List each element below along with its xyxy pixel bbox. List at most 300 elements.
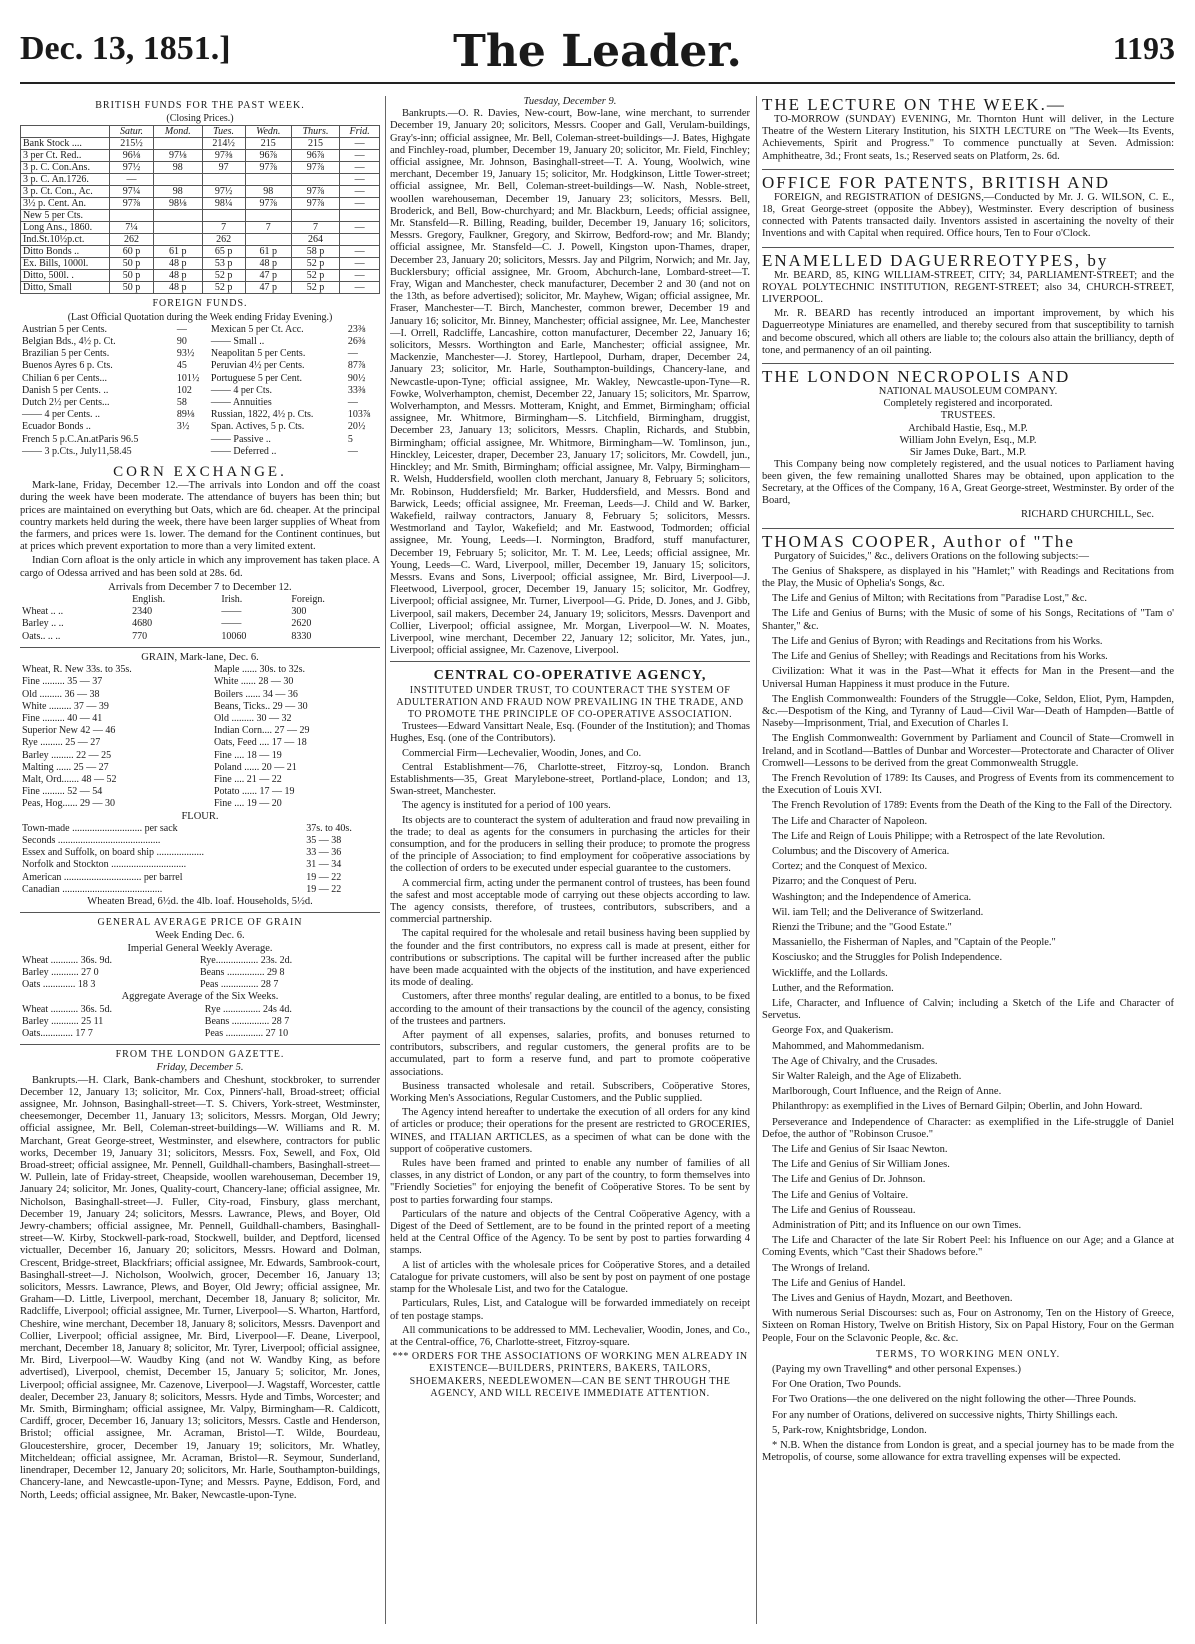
terms-line: * N.B. When the distance from London is great, and a special journey has to be made from the Metropolis, of course, some allowance for extra travelling expenses will be expected. bbox=[762, 1440, 1174, 1464]
arrivals-cell: 10060 bbox=[221, 630, 247, 642]
table-row bbox=[21, 222, 380, 234]
oration-item: George Fox, and Quakerism. bbox=[772, 1025, 894, 1037]
cooper-intro: Purgatory of Suicides," &c., delivers Orations on the following subjects:— bbox=[774, 550, 1089, 562]
flour-price-cell: 19 — 22 bbox=[306, 871, 342, 883]
cooper-terms-list bbox=[762, 1364, 1174, 1464]
fund-name: 3 per Ct. Red.. bbox=[21, 150, 110, 162]
oration-item: Washington; and the Independence of America. bbox=[772, 891, 972, 903]
average-week: Week Ending Dec. 6. bbox=[155, 930, 245, 942]
agency-subtitle: INSTITUTED UNDER TRUST, TO COUNTERACT THE SYSTEM OF ADULTERATION AND FRAUD NOW PREVAILING IN THE TRADE, AND TO PROMOTE THE PRINCIPLE OF CO-OPERATIVE ASSOCIATION. bbox=[396, 684, 744, 720]
terms-line: 5, Park-row, Knightsbridge, London. bbox=[772, 1424, 927, 1436]
patents-headline: OFFICE FOR PATENTS, BRITISH AND bbox=[762, 172, 1111, 192]
oration-item: Kosciusko; and the Struggles for Polish Independence. bbox=[772, 952, 1003, 964]
agency-title: CENTRAL CO-OPERATIVE AGENCY, bbox=[433, 668, 707, 684]
foreign-fund-cell: —— Small .. bbox=[210, 336, 265, 348]
foreign-fund-cell: 102 bbox=[176, 384, 192, 396]
section-rule bbox=[20, 647, 380, 648]
terms-line: For Two Orations—the one delivered on the night following the other—Three Pounds. bbox=[772, 1394, 1137, 1406]
aggregate-average-cell: Peas ............... 27 10 bbox=[204, 1027, 289, 1039]
fund-name: Ditto, Small bbox=[21, 282, 110, 294]
cooper-orations-list bbox=[762, 566, 1174, 1345]
foreign-fund-cell: —— 3 p.Cts., July11,58.45 bbox=[22, 445, 132, 457]
fund-value: 98 bbox=[154, 162, 202, 174]
table-row bbox=[20, 689, 380, 701]
foreign-fund-cell: 58 bbox=[176, 397, 187, 409]
necropolis-ad bbox=[762, 368, 1174, 522]
table-row bbox=[20, 847, 380, 859]
fund-value: 96⅞ bbox=[245, 150, 291, 162]
column-3 bbox=[762, 96, 1174, 1624]
fund-value: — bbox=[340, 282, 380, 294]
flour-table bbox=[20, 823, 380, 896]
agency-paragraph: The capital required for the wholesale and retail business having been supplied by the founder and the first contributors, no express call is made at present, either for contributions or subscriptions. The capital will be further increased after the public have been made acquainted with the objects of the institution, and have experienced its mode of dealing. bbox=[390, 928, 750, 989]
aggregate-average-cell: Beans ............... 28 7 bbox=[204, 1015, 290, 1027]
fund-value: 61 p bbox=[245, 246, 291, 258]
fund-value: 61 p bbox=[154, 246, 202, 258]
foreign-fund-cell: — bbox=[347, 348, 358, 360]
flour-price-cell: 35 — 38 bbox=[306, 834, 342, 846]
aggregate-average-cell: Rye ............... 24s 4d. bbox=[204, 1003, 292, 1015]
arrivals-cell: 2620 bbox=[291, 618, 312, 630]
fund-value: 97⅞ bbox=[291, 198, 339, 210]
aggregate-average-cell: Barley ........... 25 11 bbox=[22, 1015, 104, 1027]
agency-paragraph: The Agency intend hereafter to undertake the execution of all orders for any kind of articles or produce; their operations for the present are restricted to GROCERIES, WINES, and ITALIAN ARTICLES, as a specimen of what can be done with the support of coöperative customers. bbox=[390, 1107, 750, 1155]
oration-item: The Life and Genius of Sir William Jones. bbox=[772, 1159, 950, 1171]
aggregate-average-table bbox=[20, 1004, 380, 1041]
foreign-fund-cell: Russian, 1822, 4½ p. Cts. bbox=[210, 409, 314, 421]
corn-exchange-title: CORN EXCHANGE. bbox=[113, 464, 287, 481]
page-number: 1193 bbox=[1112, 30, 1175, 66]
trustees-label: TRUSTEES. bbox=[940, 410, 996, 422]
agency-paragraph: Particulars of the nature and objects of the Central Coöperative Agency, with a Digest of the Deed of Settlement, are to be found in the printed report of a meeting held at the Central Office of the Agency. To be sent by post to parties forwarding 4 stamps. bbox=[390, 1208, 750, 1257]
oration-item: The Life and Character of Napoleon. bbox=[772, 815, 928, 827]
fund-value bbox=[340, 234, 380, 246]
weekly-average-cell: Barley ........... 27 0 bbox=[22, 966, 99, 978]
table-row bbox=[20, 1028, 380, 1040]
column-2 bbox=[390, 96, 750, 1624]
oration-item: The French Revolution of 1789: Events from the Death of the King to the Fall of the Directory. bbox=[772, 800, 1172, 812]
foreign-fund-cell: 90 bbox=[176, 336, 187, 348]
foreign-fund-cell: —— 4 per Cts. bbox=[210, 384, 273, 396]
foreign-fund-cell: Belgian Bds., 4½ p. Ct. bbox=[22, 336, 116, 348]
weekly-average-cell: Wheat ........... 36s. 9d. bbox=[22, 954, 112, 966]
flour-price-cell: 37s. to 40s. bbox=[306, 822, 352, 834]
fund-value: 97½ bbox=[202, 186, 245, 198]
fund-value: 7 bbox=[245, 222, 291, 234]
oration-item: With numerous Serial Discourses: such as, Four on Astronomy, Ten on the History of Greece, Sixteen on Roman History, Twelve on British History, Six on Papal History, Four on the German People, Four on the Sclavonic People, &c. &c. bbox=[762, 1308, 1174, 1344]
oration-item: Columbus; and the Discovery of America. bbox=[772, 845, 950, 857]
table-row bbox=[21, 270, 380, 282]
oration-item: The Life and Genius of Burns; with the Music of some of his Songs, Recitations of "Tam o' Shanter," &c. bbox=[762, 608, 1174, 632]
table-row bbox=[20, 373, 380, 385]
foreign-fund-cell: — bbox=[176, 323, 187, 335]
flour-price-cell: Canadian ........................................ bbox=[22, 883, 163, 895]
fund-value: 97 bbox=[202, 162, 245, 174]
fund-name: Ditto Bonds .. bbox=[21, 246, 110, 258]
fund-value bbox=[202, 210, 245, 222]
average-price-title: GENERAL AVERAGE PRICE OF GRAIN bbox=[97, 917, 303, 929]
table-row bbox=[20, 774, 380, 786]
weekly-average-cell: Oats ............. 18 3 bbox=[22, 979, 96, 991]
fund-value: 50 p bbox=[110, 282, 154, 294]
fund-value: 97⅛ bbox=[154, 150, 202, 162]
daguerreotypes-text-2: Mr. R. BEARD has recently introduced an important improvement, by which his Daguerreotype Miniatures are enamelled, and thereby secured from that susceptibility to tarnish and become obscured, which all others are liable to; the colours also attain the brilliancy, depth of tone, and permanency of an oil painting. bbox=[762, 308, 1174, 356]
oration-item: The Life and Genius of Sir Isaac Newton. bbox=[772, 1144, 948, 1155]
issue-date: Dec. 13, 1851.] bbox=[20, 30, 231, 67]
trustee-name: Archibald Hastie, Esq., M.P. bbox=[908, 422, 1028, 434]
arrivals-header-cell: English. bbox=[132, 594, 166, 606]
section-rule bbox=[20, 912, 380, 913]
foreign-fund-cell: — bbox=[347, 397, 358, 409]
fund-value: 214½ bbox=[202, 138, 245, 150]
table-row bbox=[20, 737, 380, 749]
gazette-tuesday-date: Tuesday, December 9. bbox=[523, 96, 617, 107]
british-funds-title: BRITISH FUNDS FOR THE PAST WEEK. bbox=[95, 100, 305, 111]
fund-value: 97⅜ bbox=[202, 150, 245, 162]
oration-item: The Age of Chivalry, and the Crusades. bbox=[772, 1055, 938, 1067]
agency-paragraph: Customers, after three months' regular dealing, are entitled to a bonus, to be fixed according to the amount of their transactions by the council of the agency, consisting of the trustees and partners. bbox=[390, 991, 750, 1027]
grain-price-cell: Fine .... 18 — 19 bbox=[213, 749, 282, 761]
fund-value: 7¼ bbox=[110, 222, 154, 234]
section-rule bbox=[762, 247, 1174, 248]
table-row bbox=[21, 234, 380, 246]
foreign-fund-cell: French 5 p.C.An.atParis 96.5 bbox=[22, 433, 139, 445]
oration-item: Wil. iam Tell; and the Deliverance of Switzerland. bbox=[772, 906, 984, 918]
aggregate-title: Aggregate Average of the Six Weeks. bbox=[121, 991, 279, 1003]
weekly-average-cell: Peas ............... 28 7 bbox=[200, 979, 279, 991]
terms-line: For One Oration, Two Pounds. bbox=[772, 1379, 902, 1391]
fund-name: Bank Stock .... bbox=[21, 138, 110, 150]
agency-paragraph: The agency is instituted for a period of 100 years. bbox=[402, 800, 611, 812]
foreign-fund-cell: Neapolitan 5 per Cents. bbox=[210, 348, 306, 360]
oration-item: Rienzi the Tribune; and the "Good Estate." bbox=[772, 921, 952, 933]
fund-value: 48 p bbox=[245, 258, 291, 270]
table-row bbox=[21, 210, 380, 222]
fund-value bbox=[154, 138, 202, 150]
section-rule bbox=[762, 528, 1174, 529]
fund-value: — bbox=[340, 174, 380, 186]
foreign-fund-cell: 33⅜ bbox=[347, 384, 366, 396]
table-row bbox=[20, 606, 380, 618]
gazette-friday-text: Bankrupts.—H. Clark, Bank-chambers and Cheshunt, stockbroker, to surrender December 12, January 13; solicitor, Mr. Cox, Pinners'-hall, Broad-street; official assignee, Mr. Johnson, Basinghall-street—T. S. Chivers, York-street, Westminster, cheesemonger, December 11, January 13; solicitors, Messrs. Morgan, Old Jewry; official assignee, Mr. Bell, Coleman-street-buildings—W. Williams and R. M. Marchant, Great George-street, Westminster, and elsewhere, contractors for public works, December 19, January 31; solicitors, Messrs. Fox, Sewell, and Fox, Old Broad-street; official assignee, Mr. Pennell, Guildhall-chambers, Basinghall-street—W. Pullein, late of Friday-street, Cheapside, woollen warehouseman, December 19, January 24; solicitor, Mr. Jones, Quality-court, Chancery-lane; official assignee, Mr. Nicholson, Basinghall-street—J. Fuller, City-road, Finsbury, glass merchant, December 19, January 24; solicitors, Messrs. Lawrance, Plews, and Boyer, Old Jewry-chambers; official assignee, Mr. Pennell, Guildhall-chambers, Basinghall-street—W. Kirby, Stockwell-park-road, Stockwell, builder, and Deptford, licensed victualler, December 16, January 20; solicitors, Messrs. Howard and Dolman, Crescent, Bridge-street, Blackfriars; official assignee, Mr. Edwards, Sambrook-court, Basinghall-street—J. Nicholson, Woolwich, grocer, December 16, January 13; solicitors, Messrs. Lawrance, Plews, and Boyer, Old Jewry; official assignee, Mr. Graham—D. Little, Liverpool, merchant, December 18, January 8; solicitor, Mr. Radcliffe, Liverpool; official assignee, Mr. Turner, Liverpool—S. Wharton, Hartford, Cheshire, wine merchant, December 18, January 8; solicitors, Messrs. Davenport and Collier, Liverpool; official assignee, Mr. Bird, Liverpool—F. Deane, Liverpool, merchant, December 18, January 8; solicitor, Mr. Tyrer, Liverpool; official assignee, Mr. Bird, Liverpool—W. Waudby King (and not W. Wandby King, as before advertised), Liverpool, chemist, December 15, January 5; solicitor, Mr. Jones, Liverpool; official assignee, Mr. Cazenove, Liverpool—J. Wagstaff, Worcester, cattle dealer, December 23, January 8; solicitors, Messrs. Hyde and Timbs, Worcester; and Mr. Smith, Birmingham; official assignee, Mr. Valpy, Birmingham—R. Caldicott, Cardiff, grocer, December 16, January 13; solicitors, Messrs. Castle and Henderson, Bristol; official assignee, Mr. Acraman, Bristol—T. Wilde, Bourdeau, Gloucestershire, grocer, December 19, January 19; solicitors, Mr. Whatley, Mitcheldean; official assignee, Mr. Acraman, Bristol—R. Seymour, Sunderland, linendraper, December 12, January 20; solicitors, Mr. Harle, Southampton-buildings, Chancery-lane, and Newcastle-upon-Tyne; and Messrs. Payne, Eddison, Ford, and North, Leeds; official assignee, Mr. Baker, Newcastle-upon-Tyne. bbox=[20, 1074, 380, 1501]
column-1 bbox=[20, 96, 380, 1624]
arrivals-cell: 300 bbox=[291, 606, 307, 618]
arrivals-cell: 770 bbox=[132, 630, 148, 642]
fund-value: 58 p bbox=[291, 246, 339, 258]
fund-value: — bbox=[340, 162, 380, 174]
fund-value bbox=[245, 210, 291, 222]
foreign-fund-cell: 45 bbox=[176, 360, 187, 372]
table-row bbox=[20, 324, 380, 336]
necropolis-sub2: Completely registered and incorporated. bbox=[883, 398, 1053, 410]
table-row bbox=[20, 701, 380, 713]
flour-price-cell: Norfolk and Stockton .............................. bbox=[22, 859, 187, 871]
foreign-fund-cell: 3½ bbox=[176, 421, 190, 433]
weekly-average-cell: Beans ............... 29 8 bbox=[200, 966, 285, 978]
table-row bbox=[20, 955, 380, 967]
oration-item: Perseverance and Independence of Character: as exemplified in the Life-struggle of Daniel Defoe, the author of "Robinson Crusoe." bbox=[762, 1116, 1174, 1140]
foreign-fund-cell: —— 4 per Cents. .. bbox=[22, 409, 101, 421]
fund-value: — bbox=[340, 198, 380, 210]
agency-paragraph: A list of articles with the wholesale prices for Coöperative Stores, and a detailed Catalogue for private customers, will also be sent by post on payment of one postage stamp for the Wholesale List, and two for the Catalogue. bbox=[390, 1259, 750, 1296]
grain-price-cell: Malting ...... 25 — 27 bbox=[22, 761, 109, 773]
foreign-fund-cell: 90½ bbox=[347, 372, 366, 384]
oration-item: The Life and Reign of Louis Philippe; with a Retrospect of the late Revolution. bbox=[772, 830, 1106, 842]
foreign-fund-cell: Buenos Ayres 6 p. Cts. bbox=[22, 360, 113, 372]
foreign-fund-cell: Peruvian 4½ per Cents. bbox=[210, 360, 305, 372]
fund-value: — bbox=[340, 222, 380, 234]
foreign-fund-cell: 101½ bbox=[176, 372, 200, 384]
grain-price-cell: Poland ...... 20 — 21 bbox=[213, 761, 297, 773]
grain-price-cell: Malt, Ord....... 48 — 52 bbox=[22, 773, 117, 785]
arrivals-header-cell: Irish. bbox=[221, 594, 243, 606]
fund-value: 97⅞ bbox=[245, 198, 291, 210]
grain-price-cell: Oats, Feed .... 17 — 18 bbox=[213, 737, 307, 749]
agency-paragraph: After payment of all expenses, salaries, profits, and bonuses returned to contributors, subscribers, and regular customers, the general profits are to be accumulated, part to form a reserve fund, and part to promote coöperative associations. bbox=[390, 1030, 750, 1078]
oration-item: The Life and Character of the late Sir Robert Peel: his Influence on our Age; and a Glance at Coming Events, which "Cast their Shadows before." bbox=[762, 1235, 1174, 1259]
arrivals-cell: 4680 bbox=[132, 618, 153, 630]
daguerreotypes-headline: ENAMELLED DAGUERREOTYPES, by bbox=[762, 250, 1109, 270]
oration-item: Life, Character, and Influence of Calvin; including a Sketch of the Life and Character of Servetus. bbox=[762, 997, 1174, 1022]
fund-value bbox=[245, 234, 291, 246]
fund-value bbox=[154, 222, 202, 234]
daguerreotypes-ad bbox=[762, 252, 1174, 357]
foreign-funds-title: FOREIGN FUNDS. bbox=[152, 298, 248, 310]
table-row bbox=[20, 979, 380, 991]
grain-price-cell: Barley ......... 22 — 25 bbox=[22, 749, 112, 761]
grain-price-cell: White ...... 28 — 30 bbox=[213, 676, 294, 688]
table-row bbox=[20, 664, 380, 676]
fund-value: 98⅛ bbox=[154, 198, 202, 210]
oration-item: The Life and Genius of Milton; with Recitations from "Paradise Lost," &c. bbox=[772, 593, 1088, 605]
table-row bbox=[20, 884, 380, 896]
fund-value: 98 bbox=[245, 186, 291, 198]
foreign-fund-cell: — bbox=[347, 445, 358, 457]
table-row bbox=[20, 967, 380, 979]
oration-item: The Life and Genius of Rousseau. bbox=[772, 1204, 916, 1216]
fund-value: 98¼ bbox=[202, 198, 245, 210]
foreign-fund-cell: 20½ bbox=[347, 421, 366, 433]
grain-price-cell: Maple ...... 30s. to 32s. bbox=[213, 664, 306, 676]
oration-item: Philanthropy: as exemplified in the Lives of Bernard Gilpin; Oberlin, and John Howard. bbox=[772, 1101, 1143, 1113]
foreign-fund-cell: 89⅛ bbox=[176, 409, 195, 421]
fund-name: Long Ans., 1860. bbox=[21, 222, 110, 234]
table-row bbox=[20, 725, 380, 737]
british-funds-body bbox=[21, 138, 380, 294]
foreign-fund-cell: 103⅞ bbox=[347, 409, 371, 421]
grain-price-cell: White ......... 37 — 39 bbox=[22, 700, 109, 712]
section-rule bbox=[762, 363, 1174, 364]
oration-item: The English Commonwealth: Founders of the Struggle—Coke, Seldon, Eliot, Pym, Hampden, &c.—Despotism of the King, and Tyranny of Laud—Civil War—Death of Hampden—Battle of Naseby—Imprisonment, Trial, and Execution of Charles I. bbox=[762, 693, 1174, 730]
fund-name: Ex. Bills, 1000l. bbox=[21, 258, 110, 270]
table-row bbox=[20, 1016, 380, 1028]
gazette-friday-date: Friday, December 5. bbox=[156, 1062, 244, 1074]
fund-value: 52 p bbox=[202, 270, 245, 282]
fund-value: 97½ bbox=[110, 162, 154, 174]
section-rule bbox=[762, 169, 1174, 170]
table-header-row bbox=[20, 594, 380, 606]
agency-paragraph: Its objects are to counteract the system of adulteration and fraud now prevailing in the trade; to deal as agents for the consumers in purchasing the articles for their consumption, and for the producers in selling their produce; to promote the progress of the principle of Association; to find employment for coöperative associations by the collection of orders to be executed under especial guarantee to the customers. bbox=[390, 814, 750, 875]
flour-price-cell: 31 — 34 bbox=[306, 859, 342, 871]
table-row bbox=[20, 397, 380, 409]
fund-name: 3 p. Ct. Con., Ac. bbox=[21, 186, 110, 198]
daguerreotypes-text: Mr. BEARD, 85, KING WILLIAM-STREET, CITY; 34, PARLIAMENT-STREET; and the ROYAL POLYTECHNIC INSTITUTION, REGENT-STREET; also 34, CHURCH-STREET, LIVERPOOL. bbox=[762, 269, 1174, 306]
lecture-ad bbox=[762, 96, 1174, 163]
table-row bbox=[20, 676, 380, 688]
table-row bbox=[20, 618, 380, 630]
patents-ad bbox=[762, 174, 1174, 241]
agency-paragraph: Trustees—Edward Vansittart Neale, Esq. (Founder of the Institution); and Thomas Hughes, Esq. (one of the Contributors). bbox=[390, 721, 750, 745]
aggregate-average-cell: Oats............. 17 7 bbox=[22, 1027, 93, 1039]
grain-table bbox=[20, 664, 380, 810]
fund-value: — bbox=[340, 150, 380, 162]
terms-line: For any number of Orations, delivered on successive nights, Thirty Shillings each. bbox=[772, 1409, 1118, 1421]
section-rule bbox=[390, 661, 750, 662]
fund-value: 97⅞ bbox=[291, 186, 339, 198]
table-header-cell: Mond. bbox=[154, 126, 202, 138]
table-row bbox=[20, 409, 380, 421]
terms-line: (Paying my own Travelling* and other personal Expenses.) bbox=[772, 1364, 1022, 1376]
table-row bbox=[20, 360, 380, 372]
fund-value: 52 p bbox=[291, 258, 339, 270]
table-row bbox=[21, 162, 380, 174]
fund-name: New 5 per Cts. bbox=[21, 210, 110, 222]
foreign-fund-cell: 23⅜ bbox=[347, 323, 366, 335]
foreign-fund-cell: Span. Actives, 5 p. Cts. bbox=[210, 421, 305, 433]
oration-item: The Life and Genius of Voltaire. bbox=[772, 1189, 909, 1201]
oration-item: Wickliffe, and the Lollards. bbox=[772, 967, 888, 979]
fund-value: 97⅞ bbox=[291, 162, 339, 174]
fund-value: 47 p bbox=[245, 282, 291, 294]
oration-item: The Life and Genius of Byron; with Readings and Recitations from his Works. bbox=[772, 635, 1103, 647]
necropolis-text: This Company being now completely registered, and the usual notices to Parliament having been given, the few remaining unallotted Shares may be obtained, upon application to the Secretary, at the Offices of the Company, 16 A, Great George-street, Westminster. By order of the Board, bbox=[762, 458, 1174, 507]
aggregate-average-cell: Wheat ........... 36s. 5d. bbox=[22, 1003, 112, 1015]
fund-name: Ditto, 500l. . bbox=[21, 270, 110, 282]
fund-value: 97⅞ bbox=[110, 198, 154, 210]
fund-value bbox=[245, 174, 291, 186]
masthead-title: The Leader. bbox=[453, 26, 742, 77]
foreign-fund-cell: —— Annuities bbox=[210, 397, 272, 409]
necropolis-sub1: NATIONAL MAUSOLEUM COMPANY. bbox=[878, 386, 1058, 398]
fund-name: 3½ p. Cent. An. bbox=[21, 198, 110, 210]
fund-value: 98 bbox=[154, 186, 202, 198]
table-header-cell: Tues. bbox=[202, 126, 245, 138]
fund-name: 3 p. C. An.1726. bbox=[21, 174, 110, 186]
oration-item: Pizarro; and the Conquest of Peru. bbox=[772, 876, 917, 888]
necropolis-signature: RICHARD CHURCHILL, Sec. bbox=[1021, 509, 1154, 521]
table-row bbox=[21, 174, 380, 186]
table-row bbox=[20, 1004, 380, 1016]
fund-value bbox=[154, 234, 202, 246]
agency-notice: *** ORDERS FOR THE ASSOCIATIONS OF WORKING MEN ALREADY IN EXISTENCE—BUILDERS, PRINTERS, BAKERS, TAILORS, SHOEMAKERS, NEEDLEWOMEN—CAN BE SENT THROUGH THE AGENCY, AND WILL RECEIVE IMMEDIATE ATTENTION. bbox=[392, 1351, 748, 1399]
fund-value: 262 bbox=[110, 234, 154, 246]
arrivals-cell: 2340 bbox=[132, 606, 153, 618]
agency-paragraph: Rules have been framed and printed to enable any number of families of all classes, in any district of London, or any part of the country, to form themselves into "Friendly Societies" for enjoying the benefit of Coöperative Stores. To be sent by post to parties forwarding four stamps. bbox=[390, 1158, 750, 1206]
oration-item: Marlborough, Court Influence, and the Reign of Anne. bbox=[772, 1086, 1002, 1098]
agency-paragraph: Business transacted wholesale and retail. Subscribers, Coöperative Stores, Working Men's Associations, Regular Customers, and the Public supplied. bbox=[390, 1080, 750, 1105]
lecture-text: TO-MORROW (SUNDAY) EVENING, Mr. Thornton Hunt will deliver, in the Lecture Theatre of the Western Literary Institution, his SIXTH LECTURE on "The Week—Its Events, Achievements, Spirit and Progress." To commence punctually at Seven. Admission: Amphitheatre, 3d.; Front seats, 1s.; Reserved seats on Platform, 2s. 6d. bbox=[762, 114, 1174, 162]
grain-price-cell: Beans, Ticks.. 29 — 30 bbox=[213, 700, 308, 712]
weekly-average-table bbox=[20, 955, 380, 992]
foreign-fund-cell: —— Deferred .. bbox=[210, 445, 277, 457]
fund-value: 7 bbox=[291, 222, 339, 234]
oration-item: Civilization: What it was in the Past—What it effects for Man in the Present—and the Universal Human Happiness it must produce in the Future. bbox=[762, 666, 1174, 690]
fund-name: Ind.St.10½p.ct. bbox=[21, 234, 110, 246]
corn-paragraph: Mark-lane, Friday, December 12.—The arrivals into London and off the coast during the week have been moderate. The attendance of buyers has been thin; but prices are maintained on everything but Oats, which are 6d. cheaper. At the principal country markets held during the week, there have been larger supplies of Wheat from the farmers, and prices were 1s. lower. The demand for the Continent continues, but at prices which prevent exportation to more than a very limited extent. bbox=[20, 480, 380, 553]
column-divider-2 bbox=[756, 96, 757, 1624]
flour-price-cell: Essex and Suffolk, on board ship ................... bbox=[22, 847, 205, 859]
flour-price-cell: 33 — 36 bbox=[306, 847, 342, 859]
table-row bbox=[20, 835, 380, 847]
fund-value bbox=[202, 174, 245, 186]
grain-price-cell: Rye ......... 25 — 27 bbox=[22, 737, 101, 749]
agency-paragraph: Particulars, Rules, List, and Catalogue will be forwarded immediately on receipt of ten postage stamps. bbox=[390, 1298, 750, 1322]
table-header-cell: Thurs. bbox=[291, 126, 339, 138]
grain-price-cell: Fine .... 19 — 20 bbox=[213, 798, 282, 810]
necropolis-headline: THE LONDON NECROPOLIS AND bbox=[762, 367, 1071, 387]
arrivals-table bbox=[20, 594, 380, 643]
fund-value bbox=[110, 210, 154, 222]
oration-item: The Life and Genius of Dr. Johnson. bbox=[772, 1174, 926, 1186]
flour-price-cell: 19 — 22 bbox=[306, 883, 342, 895]
table-row bbox=[20, 631, 380, 643]
corn-paragraph: Indian Corn afloat is the only article in which any improvement has taken place. A cargo of Odessa arrived and has been sold at 28s. 6d. bbox=[20, 555, 380, 579]
grain-price-cell: Old ......... 36 — 38 bbox=[22, 688, 100, 700]
table-row bbox=[20, 823, 380, 835]
fund-value: 97⅞ bbox=[245, 162, 291, 174]
foreign-fund-cell: 93½ bbox=[176, 348, 195, 360]
fund-value: 53 p bbox=[202, 258, 245, 270]
fund-value: 215 bbox=[245, 138, 291, 150]
fund-value: 50 p bbox=[110, 270, 154, 282]
fund-value: 262 bbox=[202, 234, 245, 246]
grain-price-cell: Superior New 42 — 46 bbox=[22, 725, 116, 737]
table-header-cell: Wedn. bbox=[245, 126, 291, 138]
foreign-fund-cell: Portuguese 5 per Cent. bbox=[210, 372, 302, 384]
foreign-fund-cell bbox=[175, 434, 209, 446]
lecture-headline: THE LECTURE ON THE WEEK.— bbox=[762, 96, 1066, 114]
oration-item: Mahommed, and Mahommedanism. bbox=[772, 1040, 925, 1052]
flour-price-cell: Seconds ......................................... bbox=[22, 834, 161, 846]
table-row bbox=[20, 762, 380, 774]
fund-name: 3 p. C. Con.Ans. bbox=[21, 162, 110, 174]
table-row bbox=[20, 348, 380, 360]
fund-value bbox=[340, 210, 380, 222]
flour-title: FLOUR. bbox=[181, 810, 219, 822]
table-row bbox=[20, 798, 380, 810]
fund-value: 52 p bbox=[291, 270, 339, 282]
fund-value: 52 p bbox=[202, 282, 245, 294]
grain-price-cell: Boilers ...... 34 — 36 bbox=[213, 688, 298, 700]
arrivals-cell: Wheat .. .. bbox=[22, 606, 64, 618]
table-row bbox=[20, 750, 380, 762]
fund-value: 7 bbox=[202, 222, 245, 234]
patents-text: FOREIGN, and REGISTRATION of DESIGNS,—Conducted by Mr. J. G. WILSON, C. E., 18, Great George-street (opposite the Abbey), Westminster. Every description of business connected with Patents transacted daily. Inventors assisted in ascertaining the novelty of their Inventions and with Capital when required. Office hours, Ten to Four o'Clock. bbox=[762, 191, 1174, 240]
oration-item: Sir Walter Raleigh, and the Age of Elizabeth. bbox=[772, 1070, 962, 1082]
oration-item: The Life and Genius of Handel. bbox=[772, 1277, 906, 1289]
fund-value bbox=[291, 210, 339, 222]
table-row bbox=[20, 446, 380, 458]
foreign-fund-cell bbox=[175, 446, 209, 458]
grain-price-cell: Fine ......... 52 — 54 bbox=[22, 786, 103, 798]
fund-value: — bbox=[340, 246, 380, 258]
table-row bbox=[21, 186, 380, 198]
table-row bbox=[21, 138, 380, 150]
fund-value: — bbox=[340, 186, 380, 198]
fund-value: 50 p bbox=[110, 258, 154, 270]
fund-value: 97¼ bbox=[110, 186, 154, 198]
oration-item: The English Commonwealth: Government by Parliament and Council of State—Cromwell in Ireland, and in Scotland—Battles of Dunbar and Worcester—Protectorate and Character of Oliver Cromwell—Lessons to be derived from the great Commonwealth Struggle. bbox=[762, 733, 1174, 769]
